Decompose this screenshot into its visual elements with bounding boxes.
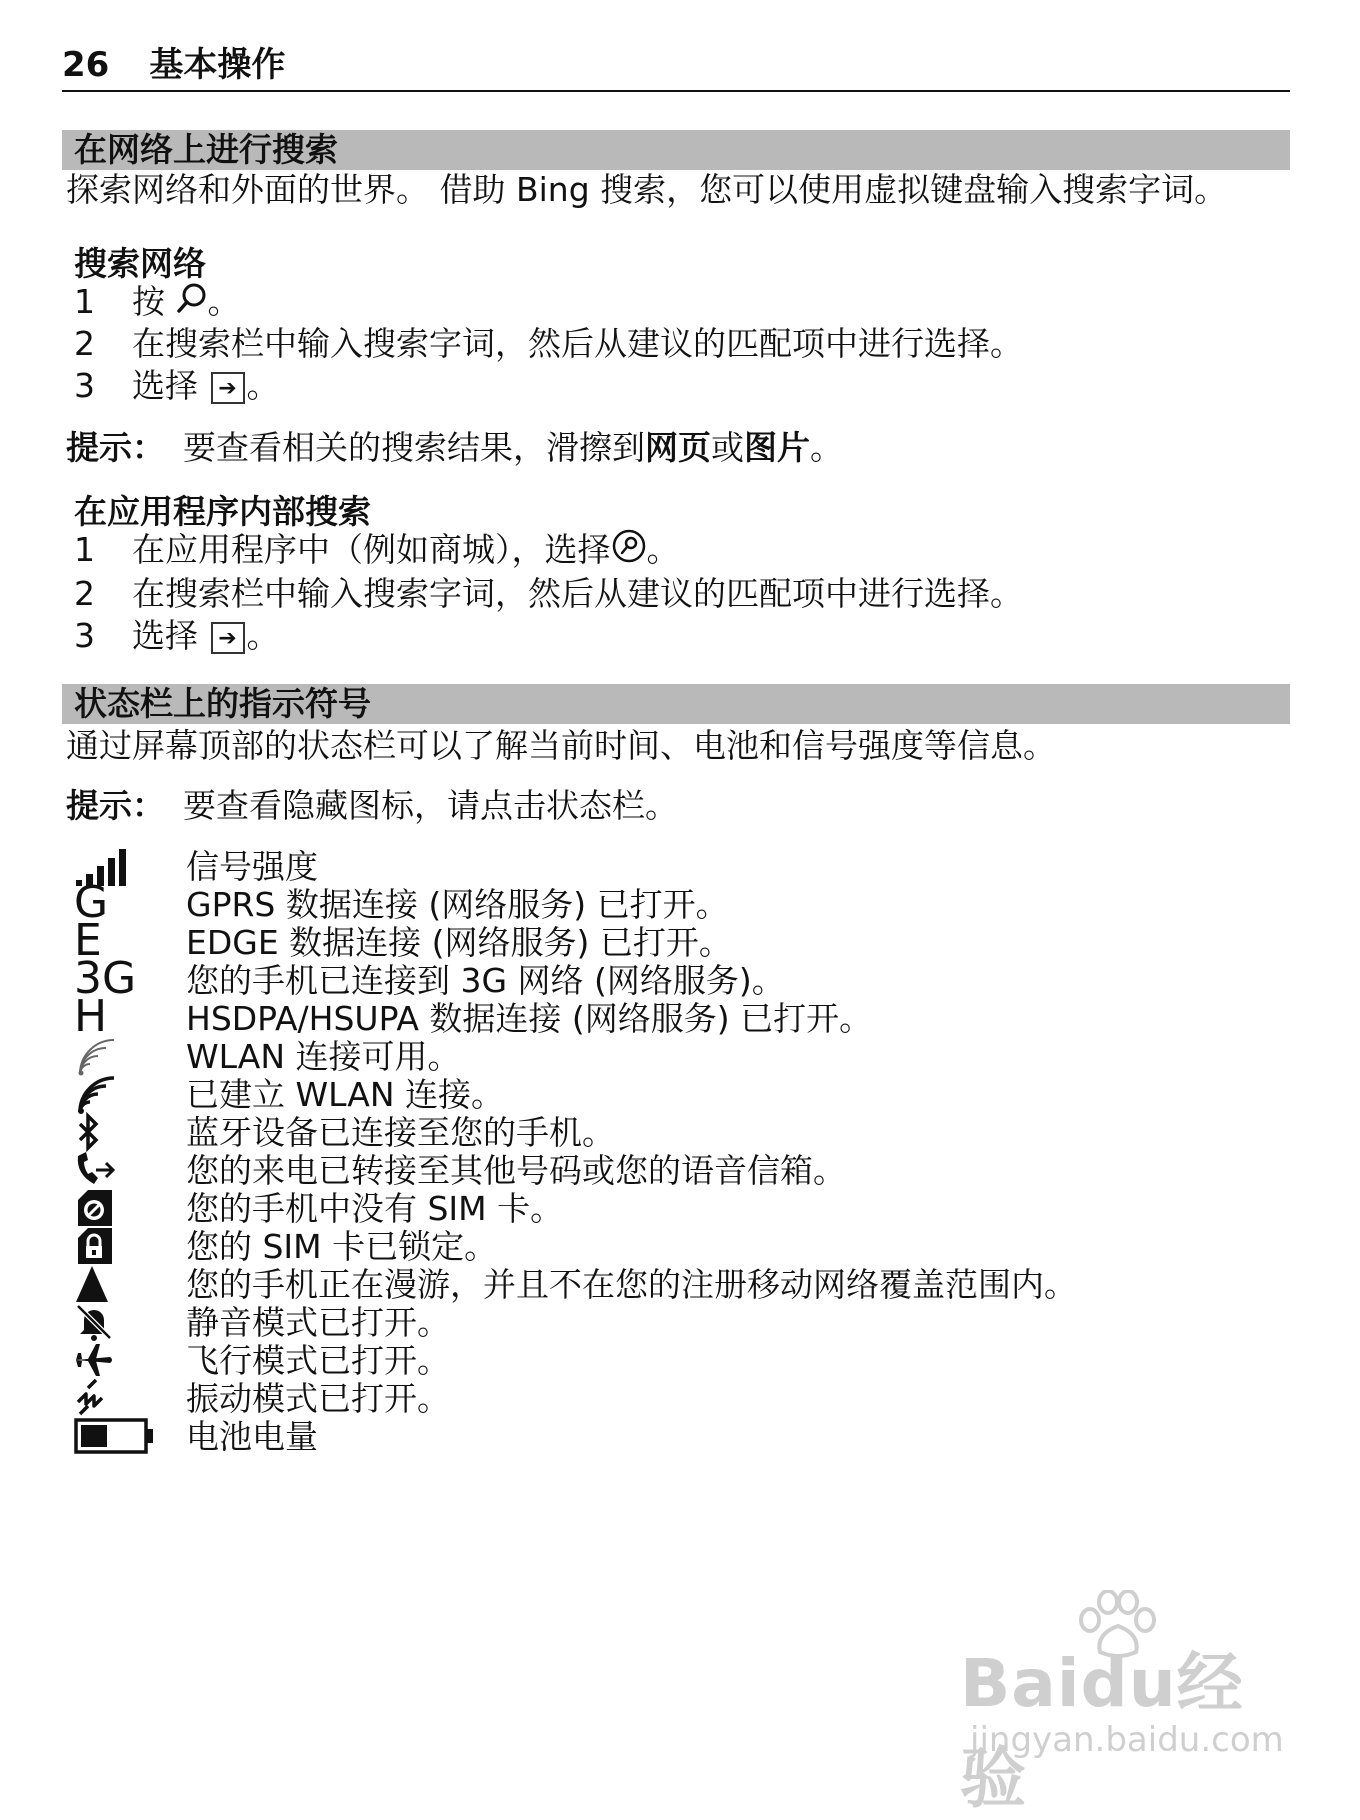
sim-locked-icon [74,1226,154,1268]
silent-mode-icon [74,1302,154,1344]
indicator-row-sim-locked: 您的 SIM 卡已锁定。 [74,1226,1274,1268]
indicator-row-flight: 飞行模式已打开。 [74,1340,1274,1382]
subheading-search-in-app: 在应用程序内部搜索 [74,492,371,531]
vibrate-mode-icon [74,1378,154,1420]
indicator-row-edge: E EDGE 数据连接 (网络服务) 已打开。 [74,915,732,966]
arrow-right-icon: ➔ [211,622,245,654]
subheading-search-web: 搜索网络 [74,244,206,283]
search-app-step-3: 3 选择 ➔ 。 [74,616,280,655]
gprs-icon: G [74,877,109,928]
search-web-step-1: 1 按 。 [74,280,241,326]
web-search-tip: 提示： 要查看相关的搜索结果，滑擦到网页或图片。 [66,428,843,467]
no-sim-icon [74,1188,154,1230]
circle-search-icon [611,528,647,575]
search-app-step-2: 2 在搜索栏中输入搜索字词，然后从建议的匹配项中进行选择。 [74,574,1023,613]
indicator-row-gprs: G GPRS 数据连接 (网络服务) 已打开。 [74,877,729,928]
status-bar-intro: 通过屏幕顶部的状态栏可以了解当前时间、电池和信号强度等信息。 [66,726,1056,765]
section-title-web-search: 在网络上进行搜索 [62,130,1290,170]
flight-mode-icon [74,1340,154,1382]
search-app-step-1: 1 在应用程序中（例如商城），选择 。 [74,528,680,575]
indicator-row-3g: 3G 您的手机已连接到 3G 网络 (网络服务)。 [74,953,785,1004]
indicator-row-bluetooth: 蓝牙设备已连接至您的手机。 [74,1112,1274,1154]
search-web-step-2: 2 在搜索栏中输入搜索字词，然后从建议的匹配项中进行选择。 [74,324,1023,363]
indicator-row-wlan-available: WLAN 连接可用。 [74,1036,1274,1078]
bluetooth-icon [74,1112,154,1154]
indicator-row-signal: 信号强度 [74,846,1274,888]
web-search-intro: 探索网络和外面的世界。 借助 Bing 搜索，您可以使用虚拟键盘输入搜索字词。 [66,170,1228,209]
indicator-row-battery: 电池电量 [74,1416,1274,1458]
section-title-status-bar: 状态栏上的指示符号 [62,684,1290,724]
status-bar-tip: 提示： 要查看隐藏图标，请点击状态栏。 [66,786,678,825]
indicator-row-hsdpa: H HSDPA/HSUPA 数据连接 (网络服务) 已打开。 [74,991,873,1042]
indicator-row-wlan-connected: 已建立 WLAN 连接。 [74,1074,1274,1116]
wlan-connected-icon [74,1074,154,1116]
roaming-icon [74,1264,154,1306]
indicator-row-no-sim: 您的手机中没有 SIM 卡。 [74,1188,1274,1230]
search-icon [176,281,208,326]
chapter-title: 基本操作 [149,45,286,85]
baidu-watermark: Baidu经验 jingyan.baidu.com [960,1590,1290,1780]
page-header [62,42,1290,92]
hsdpa-icon: H [74,991,108,1042]
call-forward-icon [74,1150,154,1192]
indicator-row-call-forward: 您的来电已转接至其他号码或您的语音信箱。 [74,1150,1274,1192]
edge-icon: E [74,915,102,966]
battery-icon [74,1416,164,1458]
indicator-row-roaming: 您的手机正在漫游，并且不在您的注册移动网络覆盖范围内。 [74,1264,1274,1306]
search-web-step-3: 3 选择 ➔ 。 [74,366,280,405]
page-number: 26 [62,45,110,85]
3g-icon: 3G [74,953,137,1004]
wlan-available-icon [74,1036,154,1078]
indicator-row-vibrate: 振动模式已打开。 [74,1378,1274,1420]
indicator-row-silent: 静音模式已打开。 [74,1302,1274,1344]
arrow-right-icon: ➔ [211,372,245,404]
